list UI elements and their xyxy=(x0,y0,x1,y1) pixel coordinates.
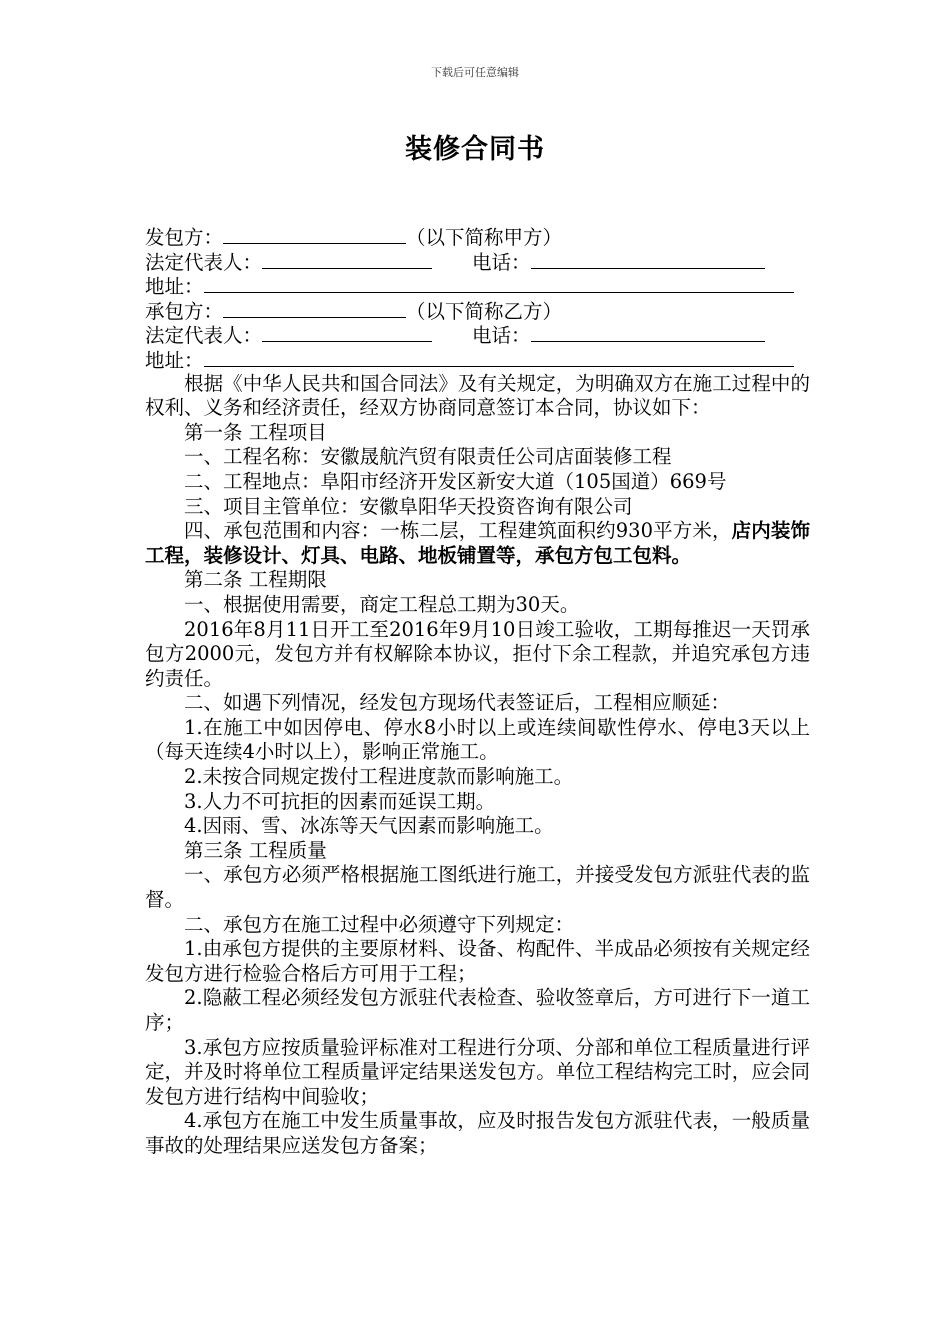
paragraph xyxy=(145,470,810,495)
paragraph xyxy=(145,691,810,716)
paragraph-text: 2.未按合同规定拨付工程进度款而影响施工。 xyxy=(184,765,574,789)
employer-suffix: （以下简称甲方） xyxy=(406,226,563,249)
document-body xyxy=(145,224,810,1159)
contractor-rep-line xyxy=(145,322,810,347)
paragraph xyxy=(145,445,810,470)
paragraph xyxy=(145,986,810,1035)
paragraph-text: 2.隐蔽工程必须经发包方派驻代表检查、验收签章后，方可进行下一道工序； xyxy=(145,986,810,1034)
paragraph-text: 根据《中华人民共和国合同法》及有关规定，为明确双方在施工过程中的权利、义务和经济责任，经双方协商同意签订本合同，协议如下： xyxy=(145,371,810,420)
paragraph xyxy=(145,814,810,839)
paragraph xyxy=(145,863,810,912)
article-heading xyxy=(145,421,810,446)
employer-line xyxy=(145,224,810,249)
paragraph-text: 3.人力不可抗拒的因素而延误工期。 xyxy=(184,789,496,813)
paragraph-text: 第二条 工程期限 xyxy=(184,568,327,592)
paragraph xyxy=(145,618,810,692)
paragraph-text: 二、工程地点：阜阳市经济开发区新安大道（105国道）669号 xyxy=(184,469,727,493)
contractor-label: 承包方： xyxy=(145,299,224,323)
paragraph xyxy=(145,1109,810,1158)
contractor-rep-label: 法定代表人： xyxy=(145,324,263,348)
employer-blank xyxy=(223,224,406,244)
employer-phone-blank xyxy=(531,249,765,269)
paragraph-text: 第三条 工程质量 xyxy=(184,838,327,862)
paragraph-text: 一、工程名称：安徽晟航汽贸有限责任公司店面装修工程 xyxy=(184,445,672,469)
paragraph xyxy=(145,1036,810,1110)
paragraph xyxy=(145,765,810,790)
document-title: 装修合同书 xyxy=(405,134,545,165)
contractor-rep-blank xyxy=(262,322,432,342)
paragraph-text: 第一条 工程项目 xyxy=(184,420,327,444)
paragraph xyxy=(145,790,810,815)
paragraph-text: 3.承包方应按质量验评标准对工程进行分项、分部和单位工程质量进行评定，并及时将单位工程质量评定结果送发包方。单位工程结构完工时，应会同发包方进行结构中间验收； xyxy=(145,1035,810,1108)
paragraph xyxy=(145,372,810,421)
employer-address-line xyxy=(145,273,810,298)
paragraph xyxy=(145,913,810,938)
contractor-phone-blank xyxy=(531,322,765,342)
employer-address-label: 地址： xyxy=(145,275,204,299)
employer-label: 发包方： xyxy=(145,226,224,249)
employer-phone-label: 电话： xyxy=(472,250,531,274)
paragraph-text: 四、承包范围和内容：一栋二层，工程建筑面积约930平方米， xyxy=(184,519,732,543)
contractor-line xyxy=(145,298,810,323)
paragraph-text: 2016年8月11日开工至2016年9月10日竣工验收，工期每推迟一天罚承包方2000元，发包方并有权解除本协议，拒付下余工程款，并追究承包方违约责任。 xyxy=(145,617,810,690)
paragraph-text: 二、承包方在施工过程中必须遵守下列规定： xyxy=(184,912,575,936)
contractor-address-blank xyxy=(204,347,794,367)
paragraph-text: 一、根据使用需要，商定工程总工期为30天。 xyxy=(184,592,580,616)
paragraph-text: 1.在施工中如因停电、停水8小时以上或连续间歇性停水、停电3天以上（每天连续4小时以上），影响正常施工。 xyxy=(145,715,810,764)
paragraph xyxy=(145,937,810,986)
paragraph xyxy=(145,593,810,618)
contractor-address-label: 地址： xyxy=(145,348,204,372)
paragraph-bold-text: 店内装饰工程，装修设计、灯具、电路、地板铺置等，承包方包工包料。 xyxy=(145,519,810,567)
contractor-suffix: （以下简称乙方） xyxy=(406,299,563,323)
paragraph-text: 一、承包方必须严格根据施工图纸进行施工，并接受发包方派驻代表的监督。 xyxy=(145,863,810,912)
contractor-address-line xyxy=(145,347,810,372)
paragraph-text: 二、如遇下列情况，经发包方现场代表签证后，工程相应顺延： xyxy=(184,691,731,715)
contractor-blank xyxy=(223,298,406,318)
employer-rep-line xyxy=(145,249,810,274)
paragraph xyxy=(145,519,810,568)
employer-address-blank xyxy=(204,273,794,293)
paragraph xyxy=(145,716,810,765)
paragraph-text: 4.因雨、雪、冰冻等天气因素而影响施工。 xyxy=(184,814,554,838)
article-heading xyxy=(145,568,810,593)
article-heading xyxy=(145,839,810,864)
employer-rep-label: 法定代表人： xyxy=(145,250,263,274)
paragraph-text: 4.承包方在施工中发生质量事故，应及时报告发包方派驻代表，一般质量事故的处理结果应送发包方备案； xyxy=(145,1109,810,1157)
contractor-phone-label: 电话： xyxy=(472,324,531,348)
employer-rep-blank xyxy=(262,249,432,269)
paragraph-text: 1.由承包方提供的主要原材料、设备、构配件、半成品必须按有关规定经发包方进行检验合格后方可用于工程； xyxy=(145,937,810,985)
paragraph-text: 三、项目主管单位：安徽阜阳华天投资咨询有限公司 xyxy=(184,494,633,518)
header-note: 下载后可任意编辑 xyxy=(431,66,519,79)
paragraph xyxy=(145,495,810,520)
